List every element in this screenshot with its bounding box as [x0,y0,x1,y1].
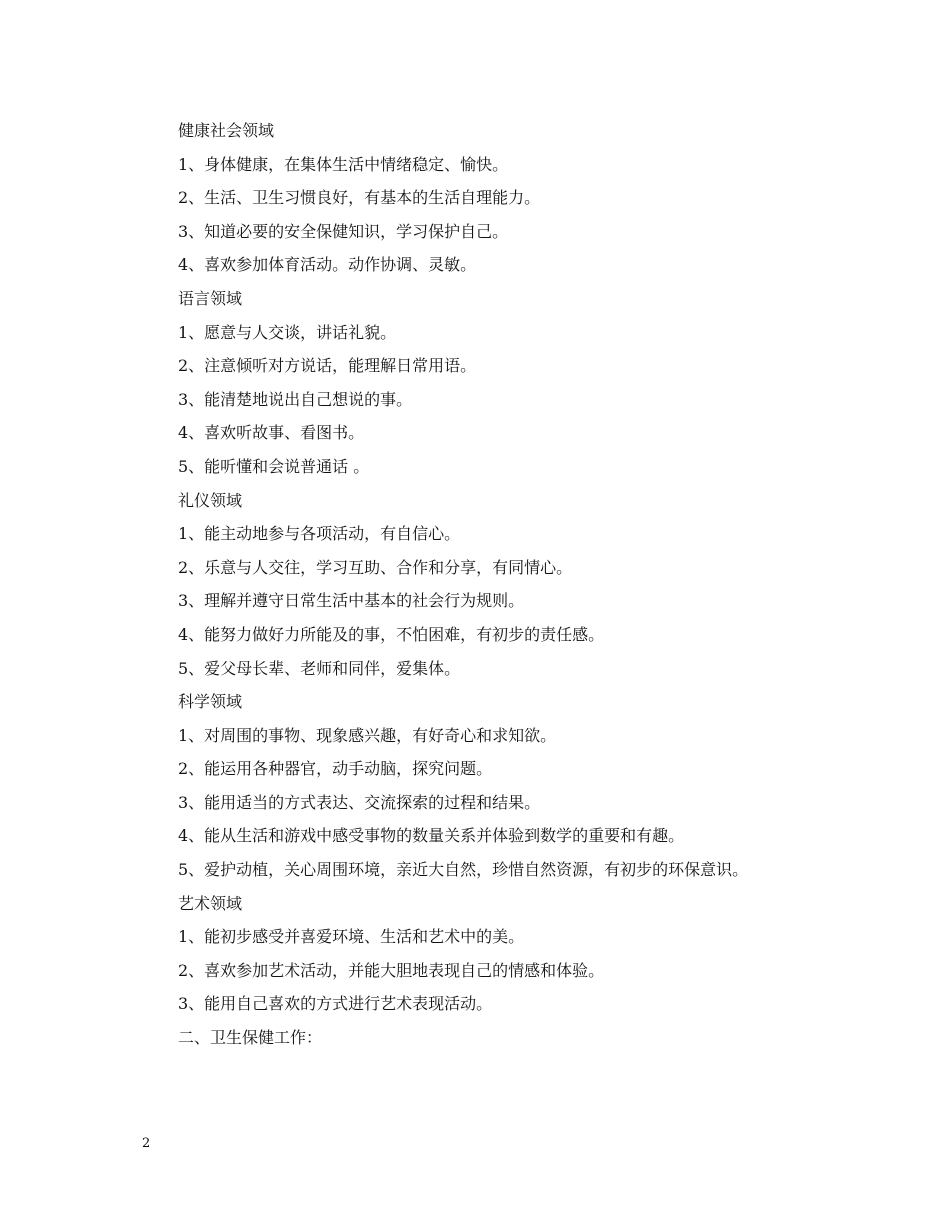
list-item: 3、理解并遵守日常生活中基本的社会行为规则。 [178,591,525,611]
list-item: 2、喜欢参加艺术活动，并能大胆地表现自己的情感和体验。 [178,960,605,980]
list-item: 1、身体健康，在集体生活中情绪稳定、愉快。 [178,154,509,174]
list-item: 1、能主动地参与各项活动，有自信心。 [178,524,461,544]
list-item: 5、能听懂和会说普通话 。 [178,456,370,476]
list-item: 5、爱护动植，关心周围环境，亲近大自然，珍惜自然资源，有初步的环保意识。 [178,860,749,880]
list-item: 1、愿意与人交谈，讲话礼貌。 [178,322,397,342]
section-heading: 健康社会领域 [178,121,275,140]
list-item: 1、对周围的事物、现象感兴趣，有好奇心和求知欲。 [178,725,557,745]
list-item: 4、能从生活和游戏中感受事物的数量关系并体验到数学的重要和有趣。 [178,826,685,846]
list-item: 1、能初步感受并喜爱环境、生活和艺术中的美。 [178,927,525,947]
list-item: 2、生活、卫生习惯良好，有基本的生活自理能力。 [178,188,541,208]
list-item: 4、喜欢听故事、看图书。 [178,423,365,443]
page-number: 2 [142,1136,151,1151]
section-heading: 艺术领域 [178,893,243,913]
list-item: 3、能用自己喜欢的方式进行艺术表现活动。 [178,994,493,1014]
list-item: 2、注意倾听对方说话，能理解日常用语。 [178,356,477,376]
list-item: 3、知道必要的安全保健知识，学习保护自己。 [178,221,509,241]
list-item: 3、能用适当的方式表达、交流探索的过程和结果。 [178,792,541,812]
section-heading: 语言领域 [178,288,243,308]
list-item: 4、能努力做好力所能及的事，不怕困难，有初步的责任感。 [178,624,605,644]
list-item: 3、能清楚地说出自己想说的事。 [178,389,413,409]
list-item: 2、能运用各种器官，动手动脑，探究问题。 [178,759,493,779]
section-heading: 科学领域 [178,692,243,712]
section-heading: 二、卫生保健工作： [178,1028,323,1048]
list-item: 5、爱父母长辈、老师和同伴，爱集体。 [178,658,461,678]
list-item: 4、喜欢参加体育活动。动作协调、灵敏。 [178,255,477,275]
list-item: 2、乐意与人交往，学习互助、合作和分享，有同情心。 [178,557,573,577]
section-heading: 礼仪领域 [178,490,243,510]
document-body [142,114,814,1055]
